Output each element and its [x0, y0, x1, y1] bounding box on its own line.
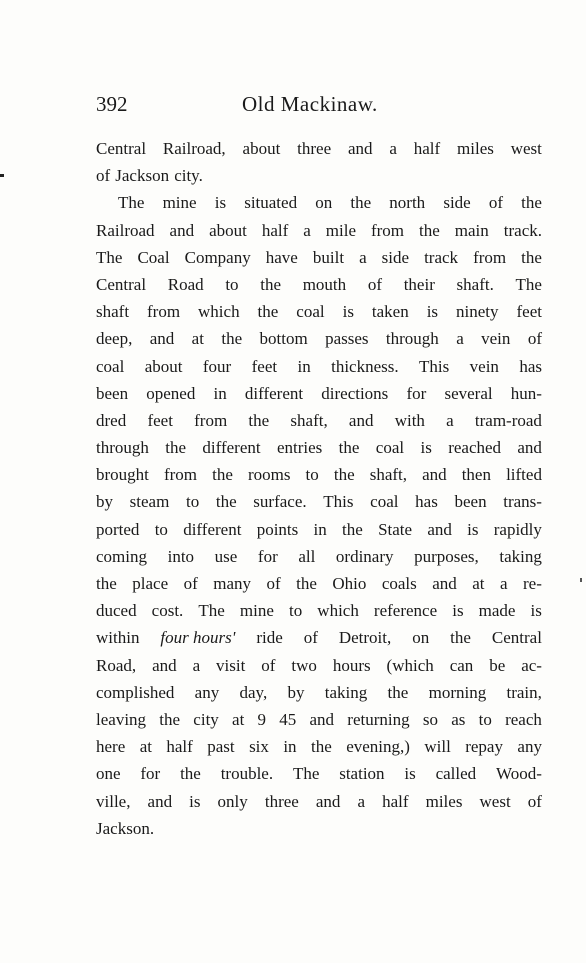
word: taking: [499, 546, 542, 566]
word: the: [350, 193, 372, 213]
word: This: [323, 492, 354, 512]
word: the: [257, 302, 279, 322]
word: all: [298, 546, 316, 566]
word: trans-: [503, 492, 542, 512]
word: which: [198, 302, 240, 322]
word: half: [413, 139, 441, 158]
word: one: [96, 764, 121, 784]
word: a: [446, 410, 454, 430]
word: from: [163, 465, 198, 485]
word: has: [415, 492, 438, 512]
word: coming: [96, 546, 147, 566]
word: the: [450, 628, 471, 648]
word: the: [419, 220, 440, 240]
word: at: [232, 709, 245, 729]
word: Road: [167, 274, 204, 294]
word: on: [412, 628, 430, 648]
word: The: [96, 247, 123, 267]
word: ride: [256, 628, 283, 648]
word: use: [214, 546, 238, 566]
word: of: [527, 329, 542, 349]
running-head: [96, 92, 542, 122]
word: Railroad,: [162, 139, 226, 158]
word: called: [435, 764, 477, 784]
word: miles: [457, 139, 494, 158]
text-line: [96, 353, 542, 380]
word: leaving: [96, 709, 147, 729]
word: Jackson: [115, 166, 170, 186]
word: at: [191, 329, 204, 349]
word: shaft,: [290, 410, 328, 430]
word: of: [183, 574, 198, 593]
text-line: [96, 733, 542, 760]
word: here: [96, 737, 126, 757]
word: north: [389, 193, 426, 213]
word: the: [521, 193, 542, 213]
word: two: [291, 655, 317, 675]
word: steam: [129, 492, 170, 512]
text-line: [96, 652, 542, 679]
word: The: [198, 601, 225, 621]
word: with: [394, 410, 425, 430]
word: station: [339, 764, 385, 784]
word: mine: [239, 601, 274, 621]
word: any: [194, 682, 220, 702]
word: through: [96, 438, 149, 458]
word: from: [194, 410, 228, 430]
word: brought: [96, 465, 149, 485]
word: built: [312, 247, 345, 267]
word: vein: [481, 329, 511, 349]
word: of: [266, 574, 281, 593]
word: rapidly: [493, 519, 542, 539]
word: repay: [465, 737, 503, 757]
word: reached: [448, 438, 502, 458]
word: three: [264, 791, 299, 811]
word: for: [140, 764, 161, 784]
text-line: [96, 407, 542, 434]
word: coal: [370, 492, 399, 512]
word: four: [202, 356, 232, 376]
word: in: [313, 519, 327, 539]
word: Ohio: [332, 574, 367, 593]
text-line: [96, 597, 542, 624]
word: and: [427, 519, 452, 539]
word: ac-: [521, 655, 542, 675]
word: Detroit,: [338, 628, 392, 648]
word: the: [296, 574, 317, 593]
word: and: [309, 709, 335, 729]
word: so: [422, 709, 438, 729]
word: have: [265, 247, 298, 267]
text-line: [96, 760, 542, 787]
word: a: [359, 247, 367, 267]
word: from: [473, 247, 507, 267]
word: the: [310, 737, 332, 757]
word: dred: [96, 410, 127, 430]
word: for: [406, 383, 427, 403]
word: to: [185, 492, 200, 512]
text-line: [96, 189, 542, 216]
word: vein: [469, 356, 499, 376]
text-line: [96, 244, 542, 271]
word: coal: [296, 302, 325, 322]
word: Jackson.: [96, 818, 155, 838]
word: State: [378, 519, 413, 539]
word: mile: [325, 220, 356, 240]
word: a: [389, 139, 397, 158]
word: about: [144, 356, 183, 376]
text-line: [96, 434, 542, 461]
page-number: 392: [96, 92, 128, 116]
word: 9: [257, 709, 267, 729]
word: half: [261, 220, 289, 240]
word: to: [288, 601, 303, 621]
body-text: [96, 135, 542, 842]
word: to: [305, 465, 319, 485]
word: a: [456, 329, 464, 349]
word: of: [367, 274, 383, 294]
word: about: [209, 220, 247, 240]
text-line: [96, 815, 542, 842]
word: west: [510, 139, 542, 158]
word: different: [202, 438, 261, 458]
word: is: [404, 764, 416, 784]
word: only: [217, 791, 248, 811]
word: visit: [216, 655, 246, 675]
word: The: [292, 764, 320, 784]
word: and: [169, 220, 195, 240]
text-line: [96, 325, 542, 352]
text-line: [96, 706, 542, 733]
word: hours: [332, 655, 371, 675]
word: and: [149, 329, 175, 349]
word: through: [385, 329, 439, 349]
margin-mark: [580, 578, 582, 582]
word: is: [214, 193, 227, 213]
word: the: [260, 274, 282, 294]
text-line: [96, 135, 542, 162]
word: feet: [251, 356, 278, 376]
text-line: [96, 516, 542, 543]
word: ninety: [456, 302, 499, 322]
word: duced: [96, 601, 137, 621]
word: and: [422, 465, 447, 485]
text-line: [96, 217, 542, 244]
word: main: [454, 220, 489, 240]
word: lifted: [506, 465, 542, 485]
word: to: [225, 274, 239, 294]
word: and: [517, 438, 542, 458]
word: morning: [428, 682, 487, 702]
word: Wood-: [496, 764, 542, 784]
word: city.: [174, 166, 203, 186]
word: any: [517, 737, 542, 757]
word: (which: [386, 655, 434, 675]
text-line: [96, 488, 542, 515]
word: of: [527, 791, 542, 811]
word: in: [283, 737, 297, 757]
word: the: [342, 519, 363, 539]
word: many: [213, 574, 251, 593]
word: at: [139, 737, 152, 757]
word: hun-: [510, 383, 542, 403]
word: ported: [96, 519, 140, 539]
word: six: [249, 737, 269, 757]
word: will: [424, 737, 451, 757]
word: to: [154, 519, 168, 539]
word: the: [180, 764, 201, 784]
word: feet: [147, 410, 173, 430]
word: at: [472, 574, 485, 593]
word: within: [96, 628, 140, 648]
word: from: [147, 302, 181, 322]
word: is: [467, 519, 479, 539]
word: been: [96, 383, 129, 403]
text-line: [96, 298, 542, 325]
word: mouth: [302, 274, 347, 294]
word: on: [315, 193, 333, 213]
word: the: [221, 329, 243, 349]
word: from: [370, 220, 405, 240]
word: entries: [276, 438, 323, 458]
word: tram-road: [474, 410, 542, 430]
word: the: [521, 247, 542, 267]
word: several: [444, 383, 493, 403]
word: reference: [373, 601, 438, 621]
word: in: [213, 383, 227, 403]
word: place: [132, 574, 169, 593]
word: opened: [146, 383, 196, 403]
word: the: [96, 574, 117, 593]
word: is: [342, 302, 354, 322]
word: different: [183, 519, 242, 539]
word: in: [297, 356, 311, 376]
word: mine: [162, 193, 197, 213]
word: of: [96, 166, 111, 186]
word: bottom: [259, 329, 308, 349]
word: by: [287, 682, 305, 702]
word: as: [451, 709, 466, 729]
word: 45: [279, 709, 297, 729]
word: their: [403, 274, 435, 294]
word: shaft.: [456, 274, 494, 294]
word: surface.: [253, 492, 307, 512]
word: ville,: [96, 791, 131, 811]
text-line: [96, 679, 542, 706]
word: and: [347, 139, 373, 158]
word: city: [193, 709, 219, 729]
word: coals: [381, 574, 417, 593]
word: been: [454, 492, 487, 512]
text-line: [96, 570, 542, 597]
word: the: [248, 410, 270, 430]
word: track.: [503, 220, 542, 240]
word: rooms: [247, 465, 291, 485]
word: and: [147, 791, 173, 811]
word: the: [387, 682, 409, 702]
word: side: [381, 247, 410, 267]
word: of: [261, 655, 276, 675]
word: by: [96, 492, 113, 512]
word: past: [207, 737, 235, 757]
word: miles: [425, 791, 463, 811]
word: a: [192, 655, 201, 675]
word: the: [333, 465, 355, 485]
word: is: [420, 438, 432, 458]
word: a: [500, 574, 508, 593]
word: of: [488, 193, 504, 213]
word: is: [452, 601, 464, 621]
word: thickness.: [331, 356, 399, 376]
word: shaft,: [369, 465, 407, 485]
word: which: [317, 601, 359, 621]
word: half: [382, 791, 409, 811]
word: Central: [96, 274, 147, 294]
text-line-with-italic: [96, 624, 542, 651]
word: Railroad: [96, 220, 155, 240]
word: for: [257, 546, 278, 566]
word: The: [118, 193, 145, 213]
word: half: [166, 737, 193, 757]
word: the: [212, 465, 233, 485]
word: be: [489, 655, 506, 675]
text-line: [96, 788, 542, 815]
word: evening,): [346, 737, 410, 757]
word: returning: [347, 709, 410, 729]
word: cost.: [151, 601, 184, 621]
word: west: [479, 791, 511, 811]
word: has: [519, 356, 542, 376]
word: This: [419, 356, 450, 376]
word: three: [297, 139, 332, 158]
word: Company: [184, 247, 251, 267]
word: is: [530, 601, 542, 621]
word: a: [357, 791, 366, 811]
word: trouble.: [220, 764, 274, 784]
italic-word: four hours': [160, 628, 236, 648]
text-line: [96, 271, 542, 298]
word: side: [443, 193, 471, 213]
word: points: [256, 519, 299, 539]
word: situated: [244, 193, 298, 213]
word: is: [189, 791, 201, 811]
word: passes: [325, 329, 369, 349]
word: coal: [96, 356, 125, 376]
word: re-: [523, 574, 542, 593]
word: deep,: [96, 329, 133, 349]
word: reach: [505, 709, 542, 729]
word: the: [338, 438, 360, 458]
word: taken: [371, 302, 409, 322]
word: the: [165, 438, 187, 458]
word: Central: [96, 139, 147, 158]
word: purposes,: [414, 546, 479, 566]
word: Central: [491, 628, 542, 648]
word: of: [303, 628, 318, 648]
word: and: [432, 574, 457, 593]
word: then: [461, 465, 491, 485]
word: to: [478, 709, 492, 729]
word: feet: [516, 302, 542, 322]
word: The: [515, 274, 542, 294]
word: complished: [96, 682, 175, 702]
word: track: [424, 247, 459, 267]
word: train,: [506, 682, 542, 702]
text-line: [96, 162, 542, 189]
text-line: [96, 543, 542, 570]
word: different: [244, 383, 304, 403]
word: day,: [239, 682, 268, 702]
word: ordinary: [335, 546, 394, 566]
word: about: [242, 139, 281, 158]
word: Road,: [96, 655, 137, 675]
word: directions: [321, 383, 389, 403]
word: shaft: [96, 302, 130, 322]
word: into: [167, 546, 195, 566]
word: and: [348, 410, 374, 430]
word: taking: [324, 682, 368, 702]
word: coal: [375, 438, 405, 458]
word: can: [449, 655, 474, 675]
word: and: [152, 655, 177, 675]
word: a: [303, 220, 311, 240]
word: is: [426, 302, 439, 322]
text-line: [96, 461, 542, 488]
word: made: [478, 601, 516, 621]
word: the: [215, 492, 237, 512]
text-line: [96, 380, 542, 407]
running-title: Old Mackinaw.: [242, 92, 378, 116]
word: Coal: [137, 247, 170, 267]
word: the: [159, 709, 181, 729]
margin-mark: [0, 174, 4, 177]
word: and: [315, 791, 341, 811]
